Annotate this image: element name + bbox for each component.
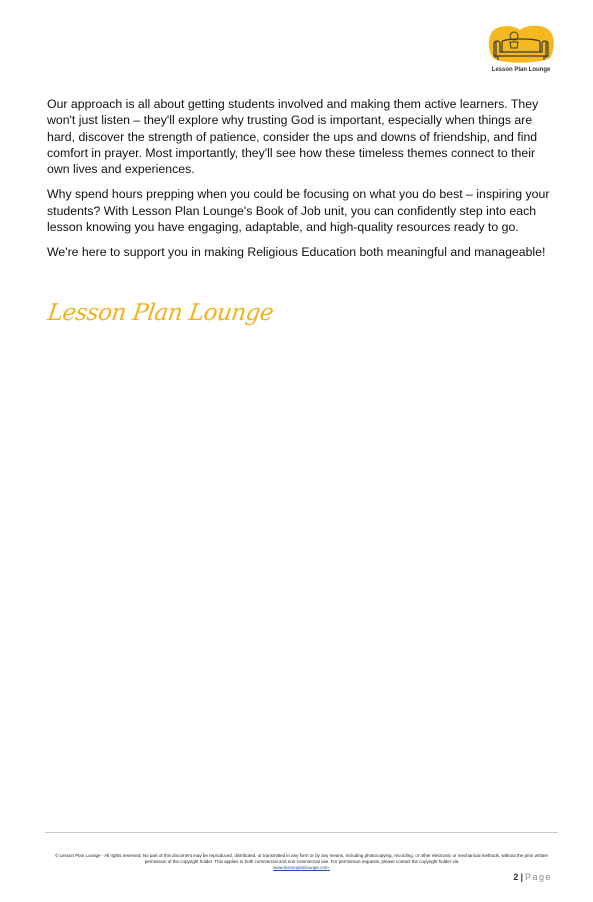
- body-text: [47, 96, 557, 270]
- website-link[interactable]: www.lessonplanlounge.com.: [273, 865, 330, 870]
- paragraph-approach: Our approach is all about getting students involved and making them active learners. They won't just listen – they'll explore why trusting God is important, especially when things are hard, discover the strength of patience, consider the ups and downs of friendship, and find comfort in prayer. Most importantly, they'll see how these timeless themes connect to their own lives and experiences.: [47, 97, 539, 177]
- paragraph-prepping: Why spend hours prepping when you could be focusing on what you do best – inspiring your students? With Lesson Plan Lounge's Book of Job unit, you can confidently step into each lesson knowing you have engaging, adaptable, and high-quality resources ready to go.: [47, 187, 550, 235]
- page-word: Page: [524, 872, 552, 882]
- logo-text: Lesson Plan Lounge: [491, 67, 551, 73]
- footer-copyright: [50, 853, 553, 871]
- page-number-value: 2: [513, 872, 519, 882]
- signature: Lesson Plan Lounge: [46, 300, 275, 326]
- copyright-text: © Lesson Plan Lounge - All rights reserved. No part of this document may be reproduced, distributed, or transmitted in any form or by any means, including photocopying, recording, or other electronic or mechanical methods, without the prior written permission of the copyright holder. This applies to both commercial and non-commercial use. For permission requests, please contact the copyright holder via: [54, 853, 549, 864]
- page-number: [513, 872, 552, 882]
- sofa-logo-icon: [484, 22, 558, 68]
- paragraph-support: We're here to support you in making Religious Education both meaningful and manageable!: [47, 245, 546, 260]
- logo: [484, 22, 558, 78]
- page-separator: |: [520, 872, 523, 882]
- footer-divider: [45, 832, 558, 833]
